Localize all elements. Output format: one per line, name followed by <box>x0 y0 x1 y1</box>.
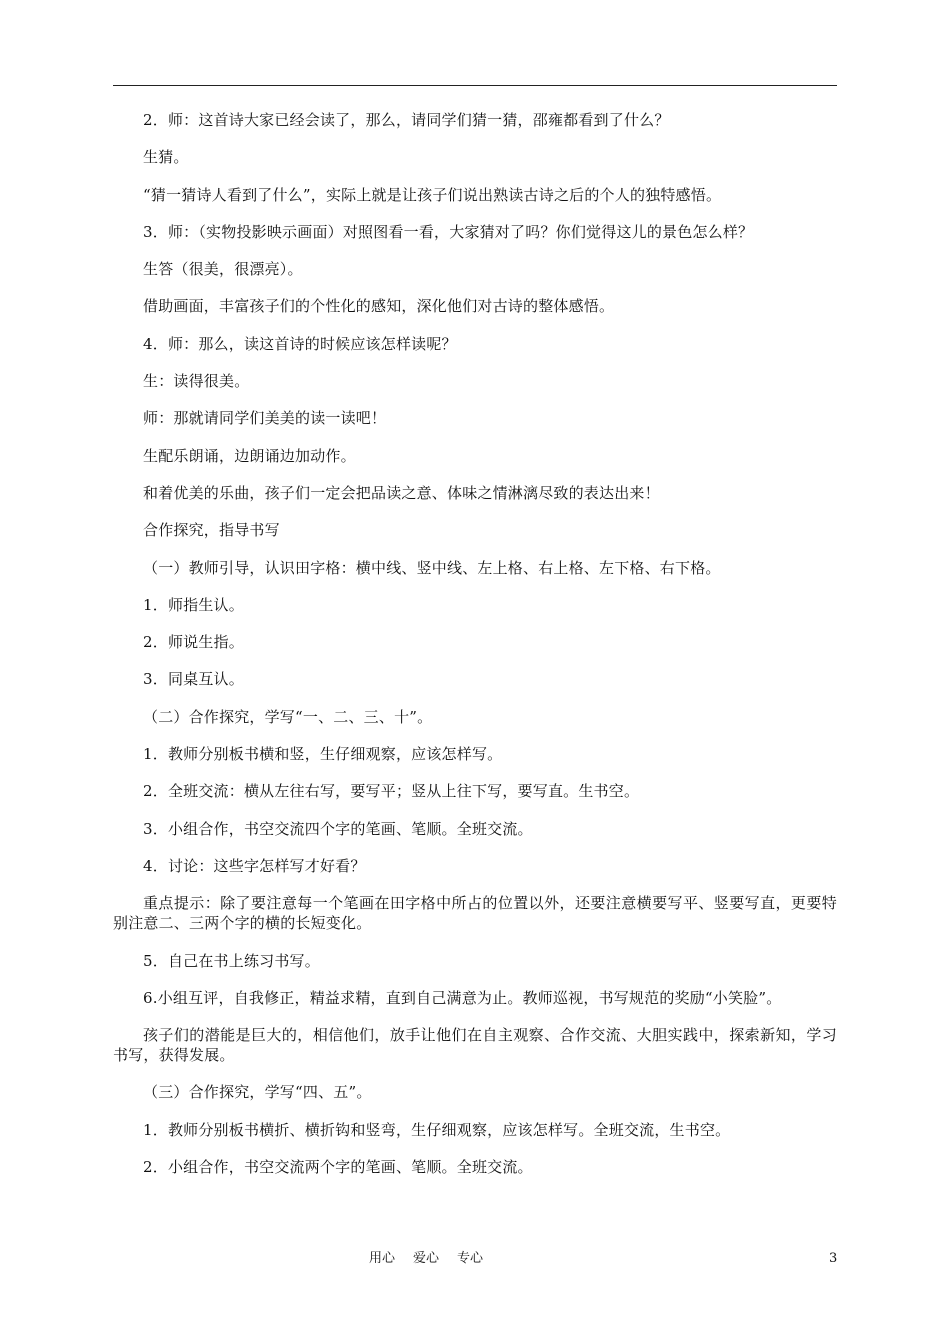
paragraph: 3．同桌互认。 <box>143 670 244 689</box>
paragraph: 生猜。 <box>143 148 189 167</box>
paragraph: 1．教师分别板书横和竖，生仔细观察，应该怎样写。 <box>143 745 503 764</box>
paragraph: 2．师：这首诗大家已经会读了，那么，请同学们猜一猜，邵雍都看到了什么？ <box>143 111 670 129</box>
paragraph: 5．自己在书上练习书写。 <box>143 951 320 970</box>
paragraph: 师：那就请同学们美美的读一读吧！ <box>143 409 387 428</box>
page-footer <box>0 1249 950 1269</box>
paragraph: 生配乐朗诵，边朗诵边加动作。 <box>143 446 356 465</box>
paragraph: 4．师：那么，读这首诗的时候应该怎样读呢？ <box>143 334 457 353</box>
paragraph: 生：读得很美。 <box>143 372 250 391</box>
footer-motto-item: 专心 <box>457 1251 484 1266</box>
paragraph: （三）合作探究，学写“四、五”。 <box>143 1083 372 1102</box>
paragraph: 和着优美的乐曲，孩子们一定会把品读之意、体味之情淋漓尽致的表达出来！ <box>143 483 660 502</box>
paragraph: （二）合作探究，学写“一、二、三、十”。 <box>143 707 433 726</box>
paragraph: 2．小组合作，书空交流两个字的笔画、笔顺。全班交流。 <box>143 1158 533 1177</box>
paragraph: 2．全班交流：横从左往右写，要写平；竖从上往下写，要写直。生书空。 <box>143 782 640 801</box>
footer-motto-item: 爱心 <box>413 1251 440 1266</box>
paragraph: 1．教师分别板书横折、横折钩和竖弯，生仔细观察，应该怎样写。全班交流，生书空。 <box>143 1120 731 1139</box>
footer-motto-item: 用心 <box>369 1251 396 1266</box>
document-body <box>113 110 837 1194</box>
paragraph: 6.小组互评，自我修正，精益求精，直到自己满意为止。教师巡视，书写规范的奖励“小笑脸”。 <box>143 988 782 1007</box>
paragraph: 2．师说生指。 <box>143 633 244 652</box>
paragraph: 1．师指生认。 <box>143 595 244 614</box>
paragraph: 重点提示：除了要注意每一个笔画在田字格中所占的位置以外，还要注意横要写平、竖要写直，更要特别注意二、三两个字的横的长短变化。 <box>113 894 837 933</box>
paragraph: 3．小组合作，书空交流四个字的笔画、笔顺。全班交流。 <box>143 819 533 838</box>
paragraph: 4．讨论：这些字怎样写才好看？ <box>143 856 366 875</box>
paragraph: 生答（很美，很漂亮）。 <box>143 260 303 279</box>
header-rule <box>113 85 837 86</box>
page-number: 3 <box>829 1251 838 1266</box>
paragraph: （一）教师引导，认识田字格：横中线、竖中线、左上格、右上格、左下格、右下格。 <box>143 558 721 577</box>
paragraph: “猜一猜诗人看到了什么”，实际上就是让孩子们说出熟读古诗之后的个人的独特感悟。 <box>143 185 722 204</box>
paragraph: 借助画面，丰富孩子们的个性化的感知，深化他们对古诗的整体感悟。 <box>143 297 615 316</box>
footer-motto <box>369 1249 501 1269</box>
paragraph: 孩子们的潜能是巨大的，相信他们，放手让他们在自主观察、合作交流、大胆实践中，探索新知，学习书写，获得发展。 <box>113 1026 837 1065</box>
section-heading: 合作探究，指导书写 <box>143 521 280 540</box>
paragraph: 3．师：（实物投影映示画面）对照图看一看，大家猜对了吗？你们觉得这儿的景色怎么样？ <box>143 222 754 241</box>
